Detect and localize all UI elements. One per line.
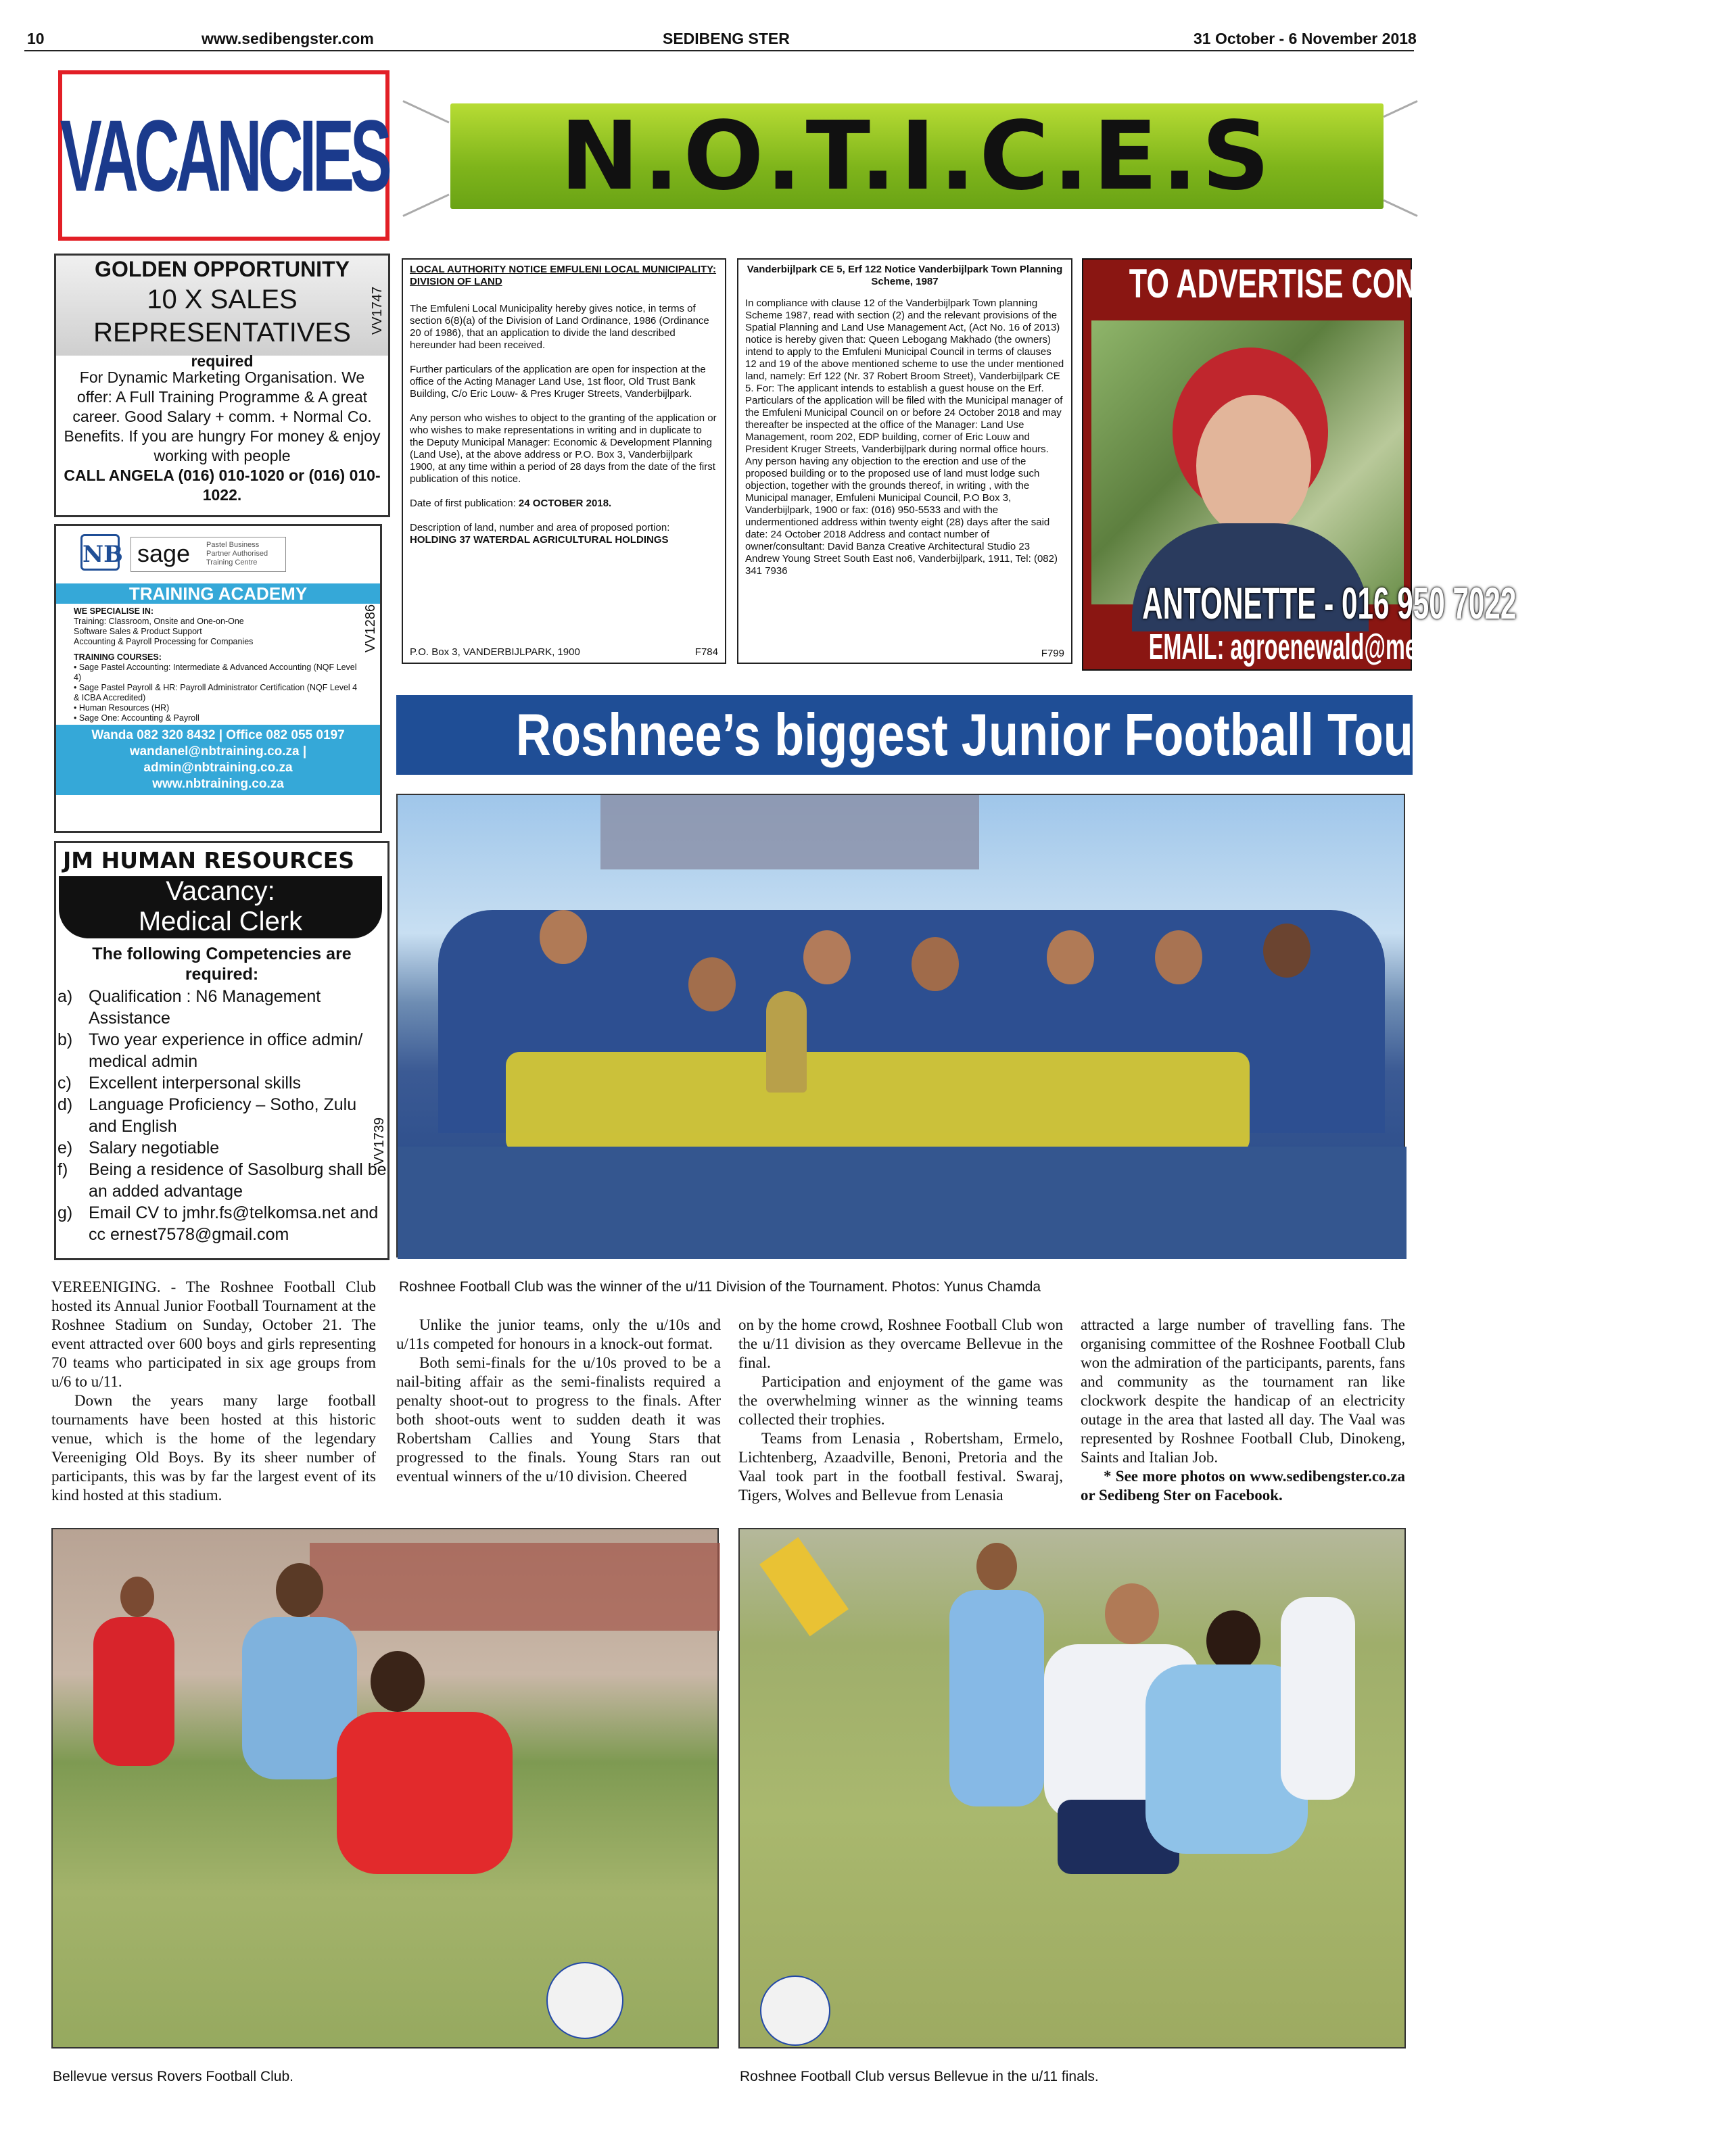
- page-number: 10: [27, 30, 45, 47]
- photo3-caption: Roshnee Football Club versus Bellevue in the u/11 finals.: [740, 2069, 1099, 2084]
- issue-date: 31 October - 6 November 2018: [1194, 30, 1417, 47]
- header-rule: [24, 50, 1414, 51]
- jm-competencies: The following Competencies are required:: [92, 944, 352, 984]
- notice-vanderbijlpark: [737, 258, 1072, 664]
- advertise-contact-ad: [1082, 258, 1525, 671]
- course-item: • Sage One: Accounting & Payroll: [74, 713, 199, 723]
- notice1-p2: Further particulars of the application are open for inspection at the office of the Acting Manager Land Use, 1st floor, Old Trust Bank Building, C/o Eric Louw- & Pres Kruger Streets, Vanderbijlpark.: [410, 364, 706, 400]
- vacancies-title: VACANCIES: [60, 99, 388, 212]
- article-headline: Roshnee’s biggest Junior Football Tournament: [396, 695, 1413, 775]
- course-item: • Sage Pastel Accounting: Intermediate & Advanced Accounting (NQF Level 4): [74, 663, 357, 682]
- notice1-date-label: Date of first publication:: [410, 498, 516, 509]
- notice1-date: 24 OCTOBER 2018.: [518, 498, 612, 509]
- notice1-land: HOLDING 37 WATERDAL AGRICULTURAL HOLDINGS: [410, 534, 669, 546]
- sage-partner: Pastel Business Partner Authorised Training Centre: [206, 541, 268, 567]
- paragraph: on by the home crowd, Roshnee Football Club won the u/11 division as they overcame Bellevue in the final.: [738, 1316, 1063, 1371]
- list-item: g) Email CV to jmhr.fs@telkomsa.net and cc ernest7578@gmail.com: [57, 1203, 379, 1244]
- list-item: b) Two year experience in office admin/ medical admin: [57, 1030, 363, 1071]
- advertise-email: EMAIL: agroenewald@media24.com: [1148, 627, 1525, 667]
- nb-contact-web: www.nbtraining.co.za: [152, 777, 284, 791]
- notices-banner: [403, 73, 1417, 239]
- sage-logo: sage: [137, 540, 191, 567]
- notice1-footer: P.O. Box 3, VANDERBIJLPARK, 1900: [410, 646, 580, 658]
- notice1-land-label: Description of land, number and area of proposed portion:: [410, 522, 670, 533]
- courses-heading: TRAINING COURSES:: [74, 652, 162, 662]
- nb-ref: VV1286: [362, 604, 378, 653]
- jm-vacancy: Vacancy:: [166, 876, 275, 906]
- notice2-ref: F799: [1041, 648, 1064, 659]
- golden-line2: 10 X SALES: [147, 285, 298, 314]
- advertise-title: TO ADVERTISE CONTACT: [1129, 261, 1492, 306]
- specialise-item: Training: Classroom, Onsite and One-on-One: [74, 617, 244, 626]
- notice2-body: In compliance with clause 12 of the Vanderbijlpark Town planning Scheme 1987, read with section (2) and the relevant provisions of the Spatial Planning and Land Use Management Act, (Act No. 16 of 2013) notice is hereby given that: Queen Lebogang Makhado (the owners) intend to apply to the Emfuleni Municipal Council in terms of clauses 12 and 19 of the above mentioned scheme to use the under mentioned land, namely: Erf 122 (Nr. 37 Robert Broom Street), Vanderbijlpark CE 5. For: The applicant intends to establish a guest house on the Erf. Particulars of the application will be filed with the Municipal manager of the Emfuleni Municipal Council on or before 24 October 2018 and may thereafter be inspected at the office of the Manager: Land Use Management, room 202, EDP building, corner of Eric Louw and President Kruger Streets, Vanderbijlpark during normal office hours. Any person having any objection to the erection and use of the proposed building or to the proposed use of land must lodge such objection, together with the grounds thereof, in writing , with the Municipal manager, Emfuleni Municipal Council, P.O Box 3, Vanderbijlpark, 1900 or fax: (016) 950-5533 and with the undermentioned address within twenty eight (28) days after the said date: 24 October 2018 Address and contact number of owner/consultant: David Banza Creative Architectural Studio 23 Andrew Young Street South East no6, Vanderbijlpark, 1911, Tel: (082) 341 7936: [745, 297, 1064, 577]
- paragraph: Teams from Lenasia , Robertsham, Ermelo, Lichtenberg, Azaadville, Benoni, Pretoria and the Vaal took part in the football festival. Swaraj, Tigers, Wolves and Bellevue from Lenasia: [738, 1430, 1063, 1504]
- notice1-p3: Any person who wishes to object to the granting of the application or who wishes to make representations in writing and in duplicate to the Deputy Municipal Manager: Economic & Development Planning (Land Use), at the above address or P.O. Box 3, Vanderbijlpark 1900, at any time within a period of 28 days from the date of the first publication of this notice.: [410, 412, 717, 485]
- photo1-caption: Roshnee Football Club was the winner of the u/11 Division of the Tournament. Photos: Yunus Chamda: [399, 1279, 1041, 1295]
- article-column-3: [738, 1316, 1063, 1505]
- golden-call: CALL ANGELA (016) 010-1020 or (016) 010-1022.: [64, 466, 381, 504]
- photo2-caption: Bellevue versus Rovers Football Club.: [53, 2069, 293, 2084]
- paragraph: Participation and enjoyment of the game was the overwhelming winner as the winning teams collected their trophies.: [738, 1373, 1063, 1428]
- contact-photo: [1091, 320, 1404, 604]
- team-trophy-photo: [396, 794, 1405, 1257]
- golden-line1: GOLDEN OPPORTUNITY: [95, 257, 350, 281]
- jm-ref: VV1739: [371, 1117, 387, 1166]
- nb-contact-phone: Wanda 082 320 8432 | Office 082 055 0197: [91, 728, 345, 742]
- jm-vacancy-pill: [59, 876, 382, 938]
- nb-logo: NB: [80, 534, 120, 571]
- jm-requirements: [56, 986, 387, 1245]
- nb-contact: [56, 725, 380, 795]
- specialise-item: Software Sales & Product Support: [74, 627, 202, 636]
- golden-required: required: [191, 352, 254, 370]
- specialise-item: Accounting & Payroll Processing for Companies: [74, 637, 254, 646]
- notice1-p1: The Emfuleni Local Municipality hereby gives notice, in terms of section 6(8)(a) of the Division of Land Ordinance, 1986 (Ordinance 20 of 1986), that an application to divide the land described hereunder had been received.: [410, 303, 709, 351]
- paragraph: Unlike the junior teams, only the u/10s and u/11s competed for honours in a knock-out format.: [396, 1316, 721, 1352]
- article-column-4: [1081, 1316, 1405, 1505]
- article-column-1: [51, 1278, 376, 1505]
- vacancies-box: [58, 70, 389, 241]
- list-item: c) Excellent interpersonal skills: [57, 1074, 302, 1093]
- course-item: • Human Resources (HR): [74, 703, 170, 713]
- nb-contact-email2: admin@nbtraining.co.za: [143, 761, 293, 775]
- course-item: • Sage Pastel Payroll & HR: Payroll Administrator Certification (NQF Level 4 & ICBA Accredited): [74, 683, 358, 702]
- paragraph: Down the years many large football tournaments have been hosted at this historic venue, which is the home of the legendary Vereeniging Old Boys. By its sheer number of participants, this was by far the largest event of its kind hosted at this stadium.: [51, 1392, 376, 1504]
- notice2-title: Vanderbijlpark CE 5, Erf 122 Notice Vanderbijlpark Town Planning Scheme, 1987: [747, 264, 1063, 287]
- training-academy: TRAINING ACADEMY: [56, 583, 380, 604]
- nb-training-ad: [54, 524, 382, 833]
- golden-line3: REPRESENTATIVES: [93, 318, 351, 348]
- notices-title: N.O.T.I.C.E.S: [560, 101, 1274, 212]
- roshnee-bellevue-photo: [738, 1528, 1406, 2049]
- golden-opportunity-ad: [54, 254, 390, 517]
- list-item: d) Language Proficiency – Sotho, Zulu and English: [57, 1095, 357, 1136]
- website: www.sedibengster.com: [202, 30, 374, 47]
- list-item: e) Salary negotiable: [57, 1139, 220, 1157]
- jm-hr-ad: [54, 841, 389, 1260]
- paragraph: Both semi-finals for the u/10s proved to be a nail-biting affair as the semi-finalists required a penalty shoot-out to progress to the finals. After both shoot-outs went to sudden death it was Robertsham Callies and Young Stars that progressed to the finals. Young Stars ran out eventual winners of the u/10 division. Cheered: [396, 1354, 721, 1485]
- article-column-2: [396, 1316, 721, 1486]
- advertise-name-phone: ANTONETTE - 016 950 7022: [1142, 578, 1517, 628]
- notice1-ref: F784: [694, 646, 718, 658]
- jm-title: JM HUMAN RESOURCES: [63, 847, 355, 873]
- notice-emfuleni: [402, 258, 726, 664]
- paragraph: attracted a large number of travelling fans. The organising committee of the Roshnee Football Club won the admiration of the participants, parents, fans and community as the tournament ran like clockwork despite the handicap of an electricity outage in the area that lasted all day. The Vaal was represented by Roshnee Football Club, Dinokeng, Saints and Italian Job.: [1081, 1316, 1405, 1466]
- list-item: f) Being a residence of Sasolburg shall be an added advantage: [57, 1160, 387, 1201]
- jm-position: Medical Clerk: [138, 907, 303, 936]
- notice1-title: LOCAL AUTHORITY NOTICE EMFULENI LOCAL MUNICIPALITY: DIVISION OF LAND: [410, 264, 717, 287]
- bellevue-rovers-photo: [51, 1528, 719, 2049]
- golden-ref: VV1747: [369, 286, 385, 335]
- banner-cloth: [450, 101, 1384, 212]
- see-more-photos: * See more photos on www.sedibengster.co.za or Sedibeng Ster on Facebook.: [1081, 1468, 1405, 1504]
- list-item: a) Qualification : N6 Management Assistance: [57, 987, 321, 1028]
- nb-contact-email1: wandanel@nbtraining.co.za |: [129, 744, 307, 759]
- paragraph: VEREENIGING. - The Roshnee Football Club hosted its Annual Junior Football Tournament at the Roshnee Stadium on Sunday, October 21. The event attracted over 600 boys and girls representing 70 teams who participated in six age groups from u/6 to u/11.: [51, 1278, 376, 1390]
- golden-body: For Dynamic Marketing Organisation. We offer: A Full Training Programme & A great career. Good Salary + comm. + Normal Co. Benefits. If you are hungry For money & enjoy working with people: [64, 368, 381, 464]
- specialise-heading: WE SPECIALISE IN:: [74, 606, 154, 616]
- paper-name: SEDIBENG STER: [663, 30, 790, 47]
